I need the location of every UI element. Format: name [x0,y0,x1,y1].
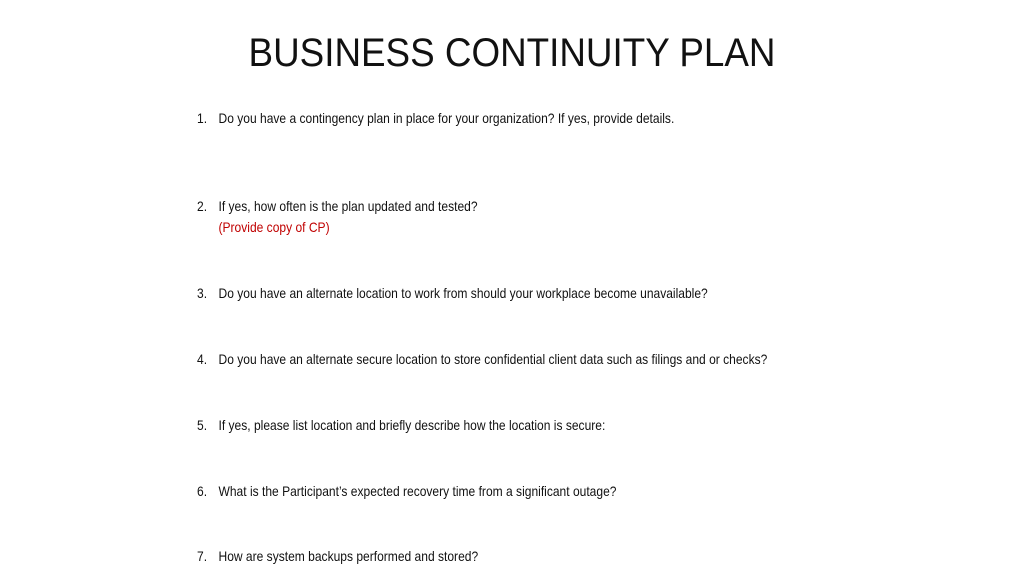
question-number: 5. [197,417,208,433]
question-number: 4. [197,351,208,367]
question-text: Do you have an alternate location to work from should your workplace become unavailable? [218,285,708,301]
question-note: (Provide copy of CP) [218,219,330,235]
question-4 [197,349,767,370]
question-text: Do you have an alternate secure location to store confidential client data such as filings and or checks? [218,351,768,367]
question-3 [197,283,708,304]
question-number: 1. [197,110,208,126]
question-text: Do you have a contingency plan in place for your organization? If yes, provide details. [218,110,675,126]
page-title: BUSINESS CONTINUITY PLAN [248,31,776,75]
question-2 [197,196,478,238]
question-5 [197,415,605,436]
question-text: If yes, how often is the plan updated and tested? [218,198,478,214]
question-6 [197,481,616,502]
question-1 [197,108,674,129]
question-number: 2. [197,198,208,214]
question-number: 7. [197,548,208,564]
question-number: 6. [197,483,208,499]
question-text: How are system backups performed and stored? [218,548,479,564]
question-7 [197,546,478,567]
question-text: What is the Participant’s expected recovery time from a significant outage? [218,483,617,499]
question-number: 3. [197,285,208,301]
question-text: If yes, please list location and briefly describe how the location is secure: [218,417,606,433]
